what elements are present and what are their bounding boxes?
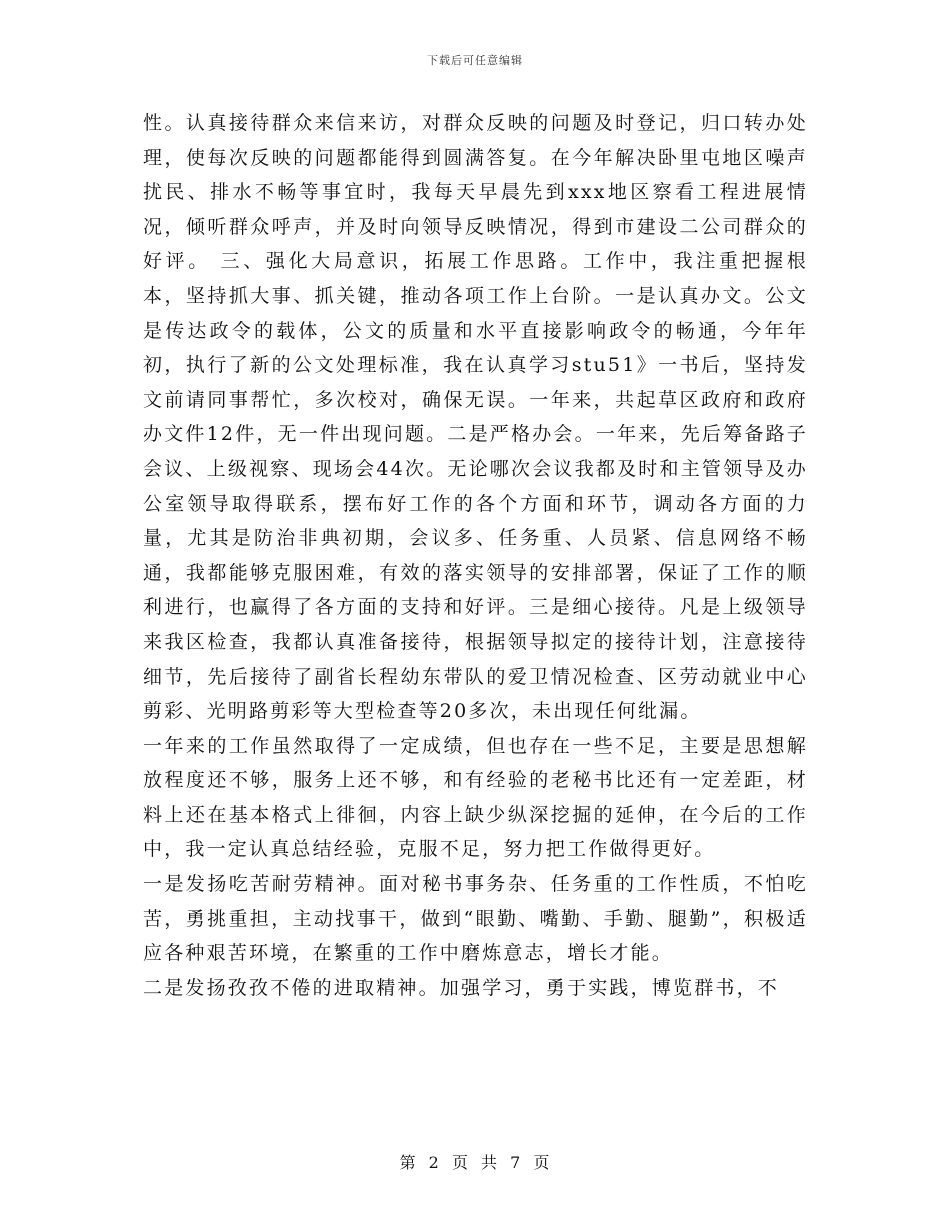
document-body [143, 106, 808, 1005]
page-header-note: 下载后可任意编辑 [427, 54, 523, 67]
paragraph-2: 一年来的工作虽然取得了一定成绩，但也存在一些不足，主要是思想解放程度还不够，服务上还不够，和有经验的老秘书比还有一定差距，材料上还在基本格式上徘徊，内容上缺少纵深挖掘的延伸，在今后的工作中，我一定认真总结经验，克服不足，努力把工作做得更好。 [143, 734, 808, 861]
paragraph-1: 性。认真接待群众来信来访，对群众反映的问题及时登记，归口转办处理，使每次反映的问题都能得到圆满答复。在今年解决卧里屯地区噪声扰民、排水不畅等事宜时，我每天早晨先到xxx地区察看工程进展情况，倾听群众呼声，并及时向领导反映情况，得到市建设二公司群众的好评。 三、强化大局意识，拓展工作思路。工作中，我注重把握根本，坚持抓大事、抓关键，推动各项工作上台阶。一是认真办文。公文是传达政令的载体，公文的质量和水平直接影响政令的畅通，今年年初，执行了新的公文处理标准，我在认真学习stu51》一书后，坚持发文前请同事帮忙，多次校对，确保无误。一年来，共起草区政府和政府办文件12件，无一件出现问题。二是严格办会。一年来，先后筹备路子会议、上级视察、现场会44次。无论哪次会议我都及时和主管领导及办公室领导取得联系，摆布好工作的各个方面和环节，调动各方面的力量，尤其是防治非典初期，会议多、任务重、人员紧、信息网络不畅通，我都能够克服困难，有效的落实领导的安排部署，保证了工作的顺利进行，也赢得了各方面的支持和好评。三是细心接待。凡是上级领导来我区检查，我都认真准备接待，根据领导拟定的接待计划，注意接待细节，先后接待了副省长程幼东带队的爱卫情况检查、区劳动就业中心剪彩、光明路剪彩等大型检查等20多次，未出现任何纰漏。 [143, 112, 808, 723]
page-number: 第 2 页 共 7 页 [399, 1153, 551, 1172]
paragraph-3: 一是发扬吃苦耐劳精神。面对秘书事务杂、任务重的工作性质，不怕吃苦，勇挑重担，主动找事干，做到“眼勤、嘴勤、手勤、腿勤”，积极适应各种艰苦环境，在繁重的工作中磨炼意志，增长才能。 [143, 873, 808, 965]
paragraph-4: 二是发扬孜孜不倦的进取精神。加强学习，勇于实践，博览群书，不 [143, 976, 780, 999]
